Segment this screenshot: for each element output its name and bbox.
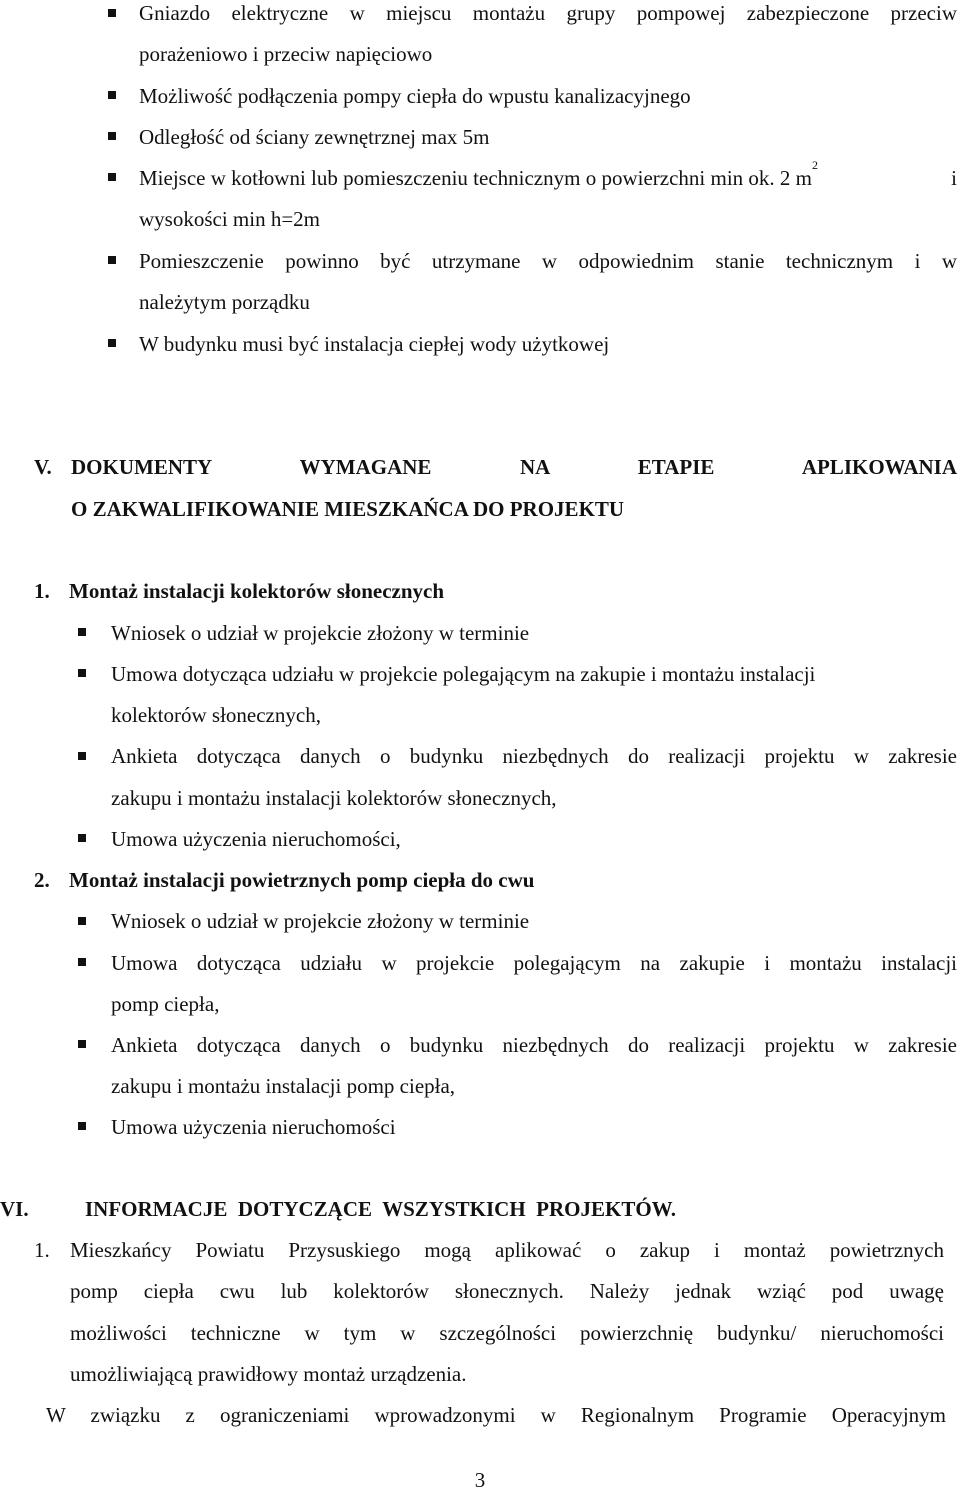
list-item-text: wysokości min h=2m [139, 207, 321, 231]
group-title: Montaż instalacji powietrznych pomp ciepła do cwu [69, 868, 535, 892]
superscript: 2 [812, 158, 819, 172]
list-item-text: W budynku musi być instalacja ciepłej wody użytkowej [139, 332, 610, 356]
bullet-icon [108, 256, 116, 264]
bullet-icon [108, 339, 116, 347]
paragraph-line: Mieszkańcy Powiatu Przysuskiego mogą aplikować o zakup i montaż powietrznych [70, 1238, 944, 1262]
list-item-text: pomp ciepła, [111, 992, 220, 1016]
paragraph-line: pomp ciepła cwu lub kolektorów słonecznych. Należy jednak wziąć pod uwagę [70, 1279, 944, 1303]
list-item-text-main: Miejsce w kotłowni lub pomieszczeniu technicznym o powierzchni min ok. 2 m [139, 166, 813, 190]
section-title-continued: O ZAKWALIFIKOWANIE MIESZKAŃCA DO PROJEKTU [71, 497, 625, 521]
bullet-icon [108, 9, 116, 17]
list-item-text: porażeniowo i przeciw napięciowo [139, 42, 433, 66]
paragraph-continuation: W związku z ograniczeniami wprowadzonymi w Regionalnym Programie Operacyjnym [46, 1403, 946, 1427]
bullet-icon [78, 1122, 86, 1130]
list-item-text: Umowa dotycząca udziału w projekcie polegającym na zakupie i montażu instalacji [111, 662, 816, 686]
list-item-text: Umowa użyczenia nieruchomości, [111, 827, 401, 851]
group-number: 1. [34, 579, 50, 603]
bullet-icon [108, 132, 116, 140]
paragraph-line: możliwości techniczne w tym w szczególności powierzchnię budynku/ nieruchomości [70, 1321, 944, 1345]
section-number: VI. [0, 1197, 29, 1221]
bullet-icon [78, 1040, 86, 1048]
list-item-text: zakupu i montażu instalacji pomp ciepła, [111, 1074, 456, 1098]
bullet-icon [78, 958, 86, 966]
paragraph-line: umożliwiającą prawidłowy montaż urządzenia. [70, 1362, 467, 1386]
list-item-text: kolektorów słonecznych, [111, 703, 321, 727]
list-item-text: Umowa użyczenia nieruchomości [111, 1115, 396, 1139]
list-item-text: Wniosek o udział w projekcie złożony w terminie [111, 909, 530, 933]
bullet-icon [78, 669, 86, 677]
bullet-icon [78, 917, 86, 925]
list-item-text-end: i [951, 166, 957, 190]
paragraph-number: 1. [34, 1238, 50, 1262]
section-number: V. [34, 455, 52, 479]
bullet-icon [108, 91, 116, 99]
list-item-text: Umowa dotycząca udziału w projekcie polegającym na zakupie i montażu instalacji [111, 951, 957, 975]
list-item-text: Pomieszczenie powinno być utrzymane w odpowiednim stanie technicznym i w [139, 249, 957, 273]
list-item-text [139, 158, 957, 191]
bullet-icon [78, 752, 86, 760]
list-item-text: Ankieta dotycząca danych o budynku niezbędnych do realizacji projektu w zakresie [111, 1033, 957, 1057]
list-item-text: Wniosek o udział w projekcie złożony w terminie [111, 621, 530, 645]
list-item-text: Możliwość podłączenia pompy ciepła do wpustu kanalizacyjnego [139, 84, 691, 108]
list-item-text: zakupu i montażu instalacji kolektorów słonecznych, [111, 786, 557, 810]
list-item-text: Ankieta dotycząca danych o budynku niezbędnych do realizacji projektu w zakresie [111, 744, 957, 768]
list-item-text: Gniazdo elektryczne w miejscu montażu grupy pompowej zabezpieczone przeciw [139, 1, 957, 25]
bullet-icon [108, 173, 116, 181]
list-item-text: należytym porządku [139, 290, 310, 314]
section-title: DOKUMENTY WYMAGANE NA ETAPIE APLIKOWANIA [71, 455, 957, 479]
section-title: INFORMACJE DOTYCZĄCE WSZYSTKICH PROJEKTÓW. [85, 1197, 677, 1221]
group-title: Montaż instalacji kolektorów słonecznych [69, 579, 445, 603]
bullet-icon [78, 628, 86, 636]
page-number: 3 [474, 1468, 486, 1492]
bullet-icon [78, 834, 86, 842]
list-item-text: Odległość od ściany zewnętrznej max 5m [139, 125, 490, 149]
group-number: 2. [34, 868, 50, 892]
